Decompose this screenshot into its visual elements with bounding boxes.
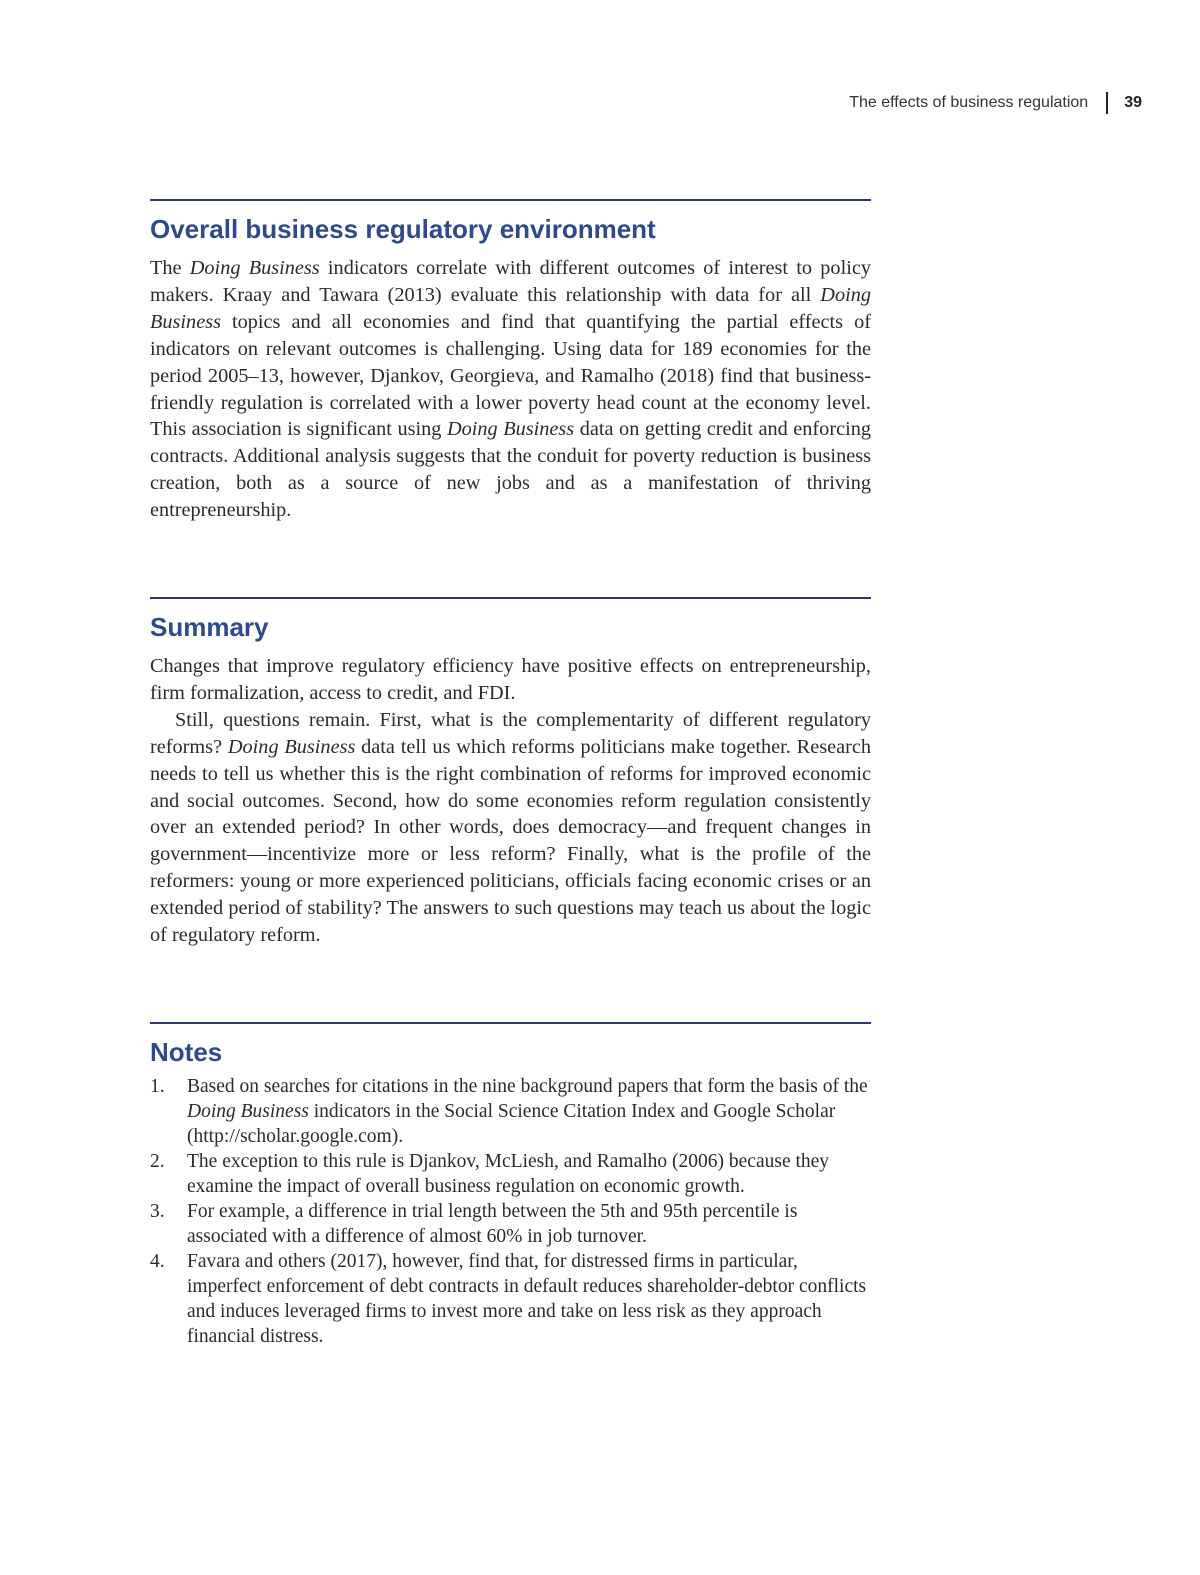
italic-title: Doing Business xyxy=(187,1101,309,1122)
section-heading: Overall business regulatory environment xyxy=(150,214,656,244)
running-title: The effects of business regulation xyxy=(849,94,1089,111)
text-run: Still, questions remain. First, what is the complementarity of different regulatory reforms? xyxy=(150,708,871,758)
paragraph xyxy=(150,653,871,707)
section-overall-environment xyxy=(150,199,871,524)
section-body xyxy=(150,653,871,949)
section-summary xyxy=(150,597,871,949)
running-head xyxy=(849,92,1142,114)
note-item xyxy=(150,1149,871,1199)
text-run: Based on searches for citations in the nine background papers that form the basis of the xyxy=(187,1076,868,1097)
italic-title: Doing Business xyxy=(446,418,575,441)
note-number: 3. xyxy=(150,1201,165,1222)
section-heading: Notes xyxy=(150,1037,223,1067)
text-run: data tell us which reforms politicians make together. Research needs to tell us whether this is the right combination of reforms for improved economic and social outcomes. Second, how do some economies reform regulation consistently over an extended period? In other words, does democracy—and frequent changes in government—incentivize more or less reform? Finally, what is the profile of the reformers: young or more experienced politicians, officials facing economic crises or an extended period of stability? The answers to such questions may teach us about the logic of regulatory reform. xyxy=(150,735,871,947)
paragraph xyxy=(150,255,871,524)
section-heading: Summary xyxy=(150,612,269,642)
text-run: For example, a difference in trial length between the 5th and 95th percentile is associated with a difference of almost 60% in job turnover. xyxy=(187,1201,798,1247)
note-item xyxy=(150,1074,871,1149)
italic-title: Doing Business xyxy=(150,283,871,333)
note-item xyxy=(150,1249,871,1349)
text-run: Changes that improve regulatory efficiency have positive effects on entrepreneurship, firm formalization, access to credit, and FDI. xyxy=(150,655,871,704)
section-rule xyxy=(150,199,871,201)
text-run: indicators correlate with different outcomes of interest to policy makers. Kraay and Tawara (2013) evaluate this relationship with data for all xyxy=(150,257,871,306)
note-number: 4. xyxy=(150,1251,165,1272)
note-number: 1. xyxy=(150,1076,165,1097)
italic-title: Doing Business xyxy=(227,735,356,758)
text-run: The exception to this rule is Djankov, McLiesh, and Ramalho (2006) because they examine the impact of overall business regulation on economic growth. xyxy=(187,1151,830,1197)
section-body xyxy=(150,255,871,524)
section-rule xyxy=(150,1022,871,1024)
paragraph xyxy=(150,707,871,949)
text-run: data on getting credit and enforcing contracts. Additional analysis suggests that the conduit for poverty reduction is business creation, both as a source of new jobs and as a manifestation of thriving entrepreneurship. xyxy=(150,418,871,522)
italic-title: Doing Business xyxy=(189,257,320,279)
header-separator xyxy=(1106,92,1108,114)
note-number: 2. xyxy=(150,1151,165,1172)
section-rule xyxy=(150,597,871,599)
section-notes xyxy=(150,1022,871,1349)
text-run: indicators in the Social Science Citation Index and Google Scholar (http://scholar.google.com). xyxy=(187,1101,836,1147)
notes-list xyxy=(150,1074,871,1349)
text-run: topics and all economies and find that quantifying the partial effects of indicators on relevant outcomes is challenging. Using data for 189 economies for the period 2005–13, however, Djankov, Georgieva, and Ramalho (2018) find that business-friendly regulation is correlated with a lower poverty head count at the economy level. This association is significant using xyxy=(150,310,871,441)
text-run: Favara and others (2017), however, find that, for distressed firms in particular, imperfect enforcement of debt contracts in default reduces shareholder-debtor conflicts and induces leveraged firms to invest more and take on less risk as they approach financial distress. xyxy=(187,1251,867,1347)
text-run: The xyxy=(150,257,190,279)
page-number: 39 xyxy=(1124,94,1142,111)
note-item xyxy=(150,1199,871,1249)
